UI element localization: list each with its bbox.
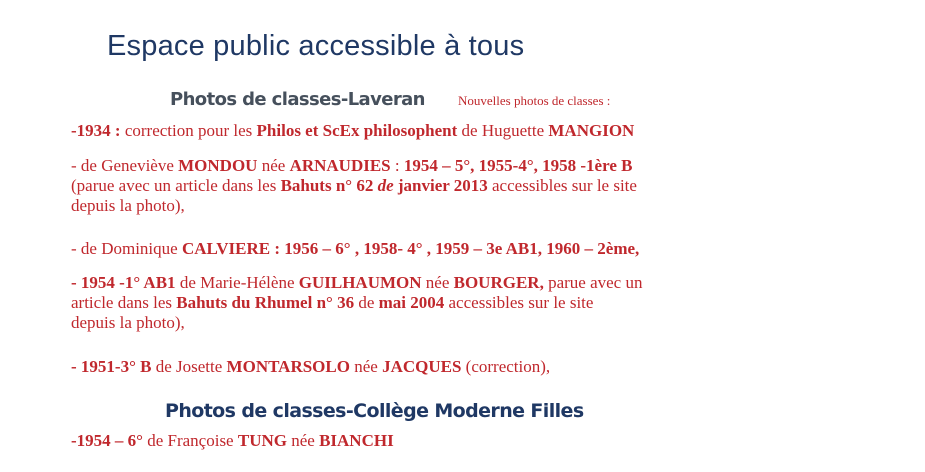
entry-text: née [286,431,320,450]
entry-text: ARNAUDIES [289,156,391,175]
entry-text: - de Geneviève [71,156,179,175]
entry-text: née [349,357,383,376]
entry-text: (correction), [461,357,551,376]
entry-text: - de Dominique [71,239,182,258]
section-heading-college: Photos de classes-Collège Moderne Filles [165,400,584,422]
entry-text: janvier 2013 [393,176,488,195]
entry-1934 [71,121,634,141]
entry-line [71,273,642,293]
entry-line [71,176,637,196]
entry-text: de Marie-Hélène [175,273,299,292]
page-title: Espace public accessible à tous [107,30,525,62]
entry-text: parue avec un [543,273,643,292]
entry-text: JACQUES [382,357,462,376]
entry-text: CALVIERE : 1956 – 6° , 1958- 4° , 1959 – 3e AB1, 1960 – 2ème, [181,239,640,258]
entry-text: -1954 – 6° [71,431,143,450]
entry-text: de [354,293,379,312]
entry-text: MANGION [548,121,635,140]
entry-text: depuis la photo), [71,313,185,332]
entry-calviere [71,239,639,259]
entry-text: GUILHAUMON [298,273,422,292]
entry-text: accessibles sur le site [487,176,637,195]
entry-text: MONDOU [178,156,258,175]
entry-text: : [390,156,404,175]
entry-montarsolo [71,357,550,377]
entry-text: née [257,156,290,175]
entry-line [71,156,637,176]
entry-text: -1934 : [71,121,121,140]
entry-text: article dans les [71,293,177,312]
entry-text: Bahuts n° 62 [280,176,378,195]
entry-text: BOURGER, [453,273,544,292]
entry-text: (parue avec un article dans les [71,176,281,195]
entry-text: - 1951-3° B [71,357,152,376]
entry-text: de Josette [151,357,227,376]
entry-guilhaumon [71,273,642,333]
entry-text: Bahuts du Rhumel n° 36 [176,293,355,312]
entry-text: 1954 – 5°, 1955-4°, 1958 -1ère B [403,156,633,175]
entry-text: depuis la photo), [71,196,185,215]
entry-text: née [421,273,454,292]
entry-text: BIANCHI [319,431,394,450]
entry-tung [71,431,394,451]
entry-text: - 1954 -1° AB1 [71,273,176,292]
entry-text: correction pour les [120,121,257,140]
entry-text: de Huguette [457,121,549,140]
entry-text: de Françoise [142,431,238,450]
entry-text: TUNG [237,431,287,450]
entry-text: accessibles sur le site [444,293,594,312]
entry-text: Philos et ScEx philosophent [256,121,458,140]
entry-line [71,293,642,313]
entry-text: mai 2004 [378,293,445,312]
section-heading-laveran: Photos de classes-Laveran [170,89,425,110]
entry-text: MONTARSOLO [226,357,350,376]
entry-mondou [71,156,637,216]
entry-text: de [377,176,394,195]
section-subheading: Nouvelles photos de classes : [458,93,611,108]
